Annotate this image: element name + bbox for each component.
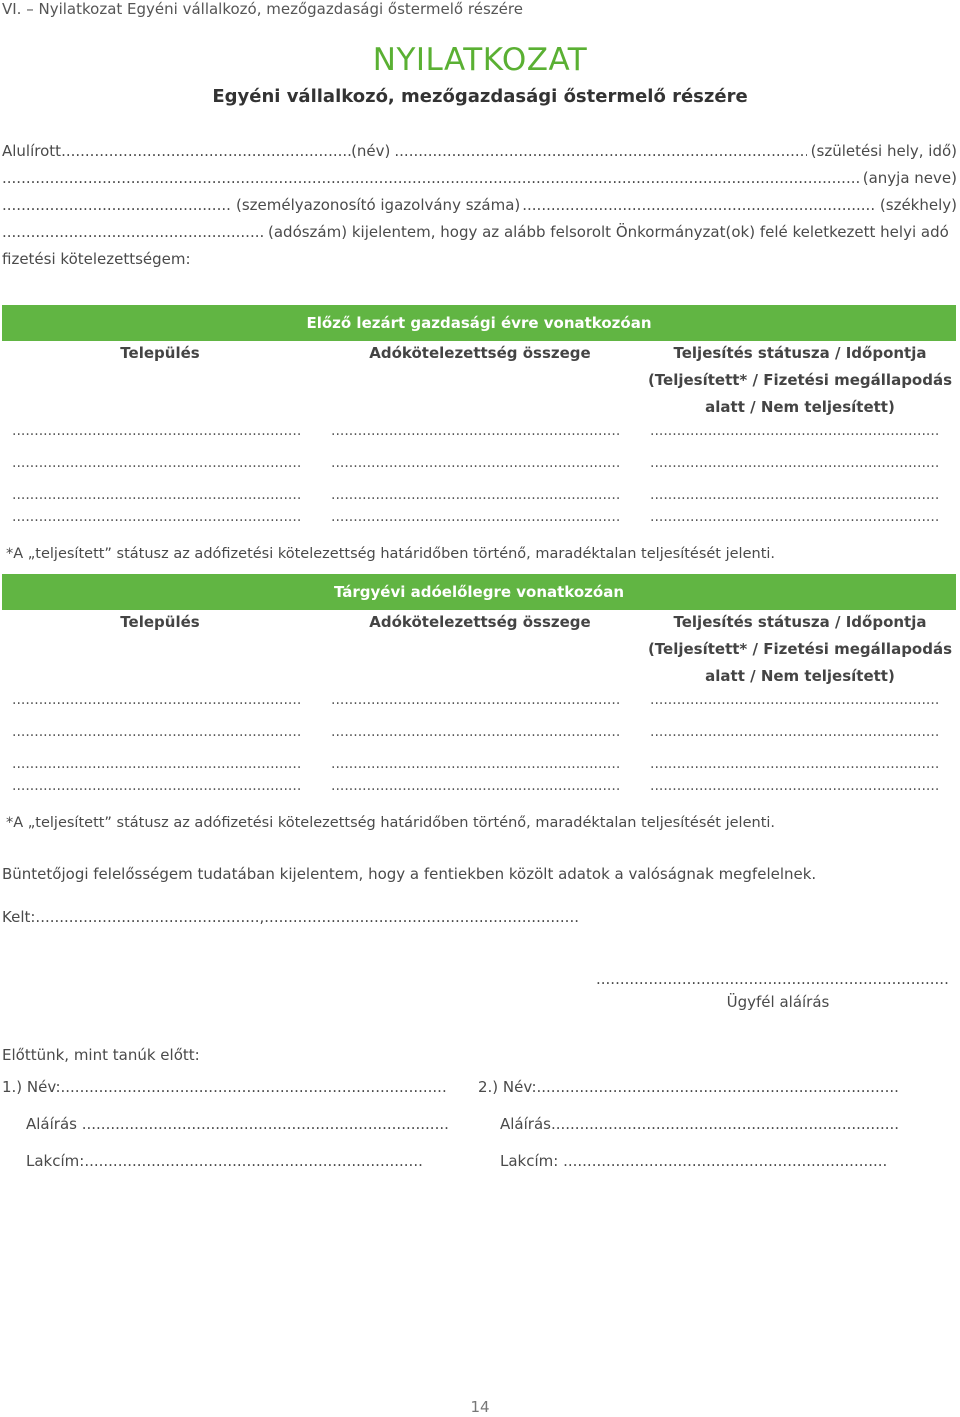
section1-footnote: *A „teljesített” státusz az adófizetési kötelezettség határidőben történő, maradéktalan teljesítését jelenti. xyxy=(6,546,776,562)
intro-text-adoszam: (adószám) kijelentem, hogy az alább felsorolt Önkormányzat(ok) felé keletkezett helyi adó xyxy=(268,223,949,241)
col-header-osszeg: Adókötelezettség összege xyxy=(369,613,591,631)
witness1-sign-line xyxy=(26,1115,449,1133)
table-cell-blank[interactable]: ................................................................. xyxy=(650,455,940,471)
kelt-label: Kelt: xyxy=(2,908,36,926)
witness1-sign-label: Aláírás xyxy=(26,1115,77,1133)
signature-blank[interactable]: .......................................................................... xyxy=(596,970,949,988)
witness2-address-label: Lakcím: xyxy=(500,1152,559,1170)
table-cell-blank[interactable]: ................................................................. xyxy=(12,778,302,794)
col-header-statusz xyxy=(640,609,960,690)
witness1-sign-blank[interactable]: ............................................................................. xyxy=(76,1115,449,1133)
witnesses-intro: Előttünk, mint tanúk előtt: xyxy=(2,1046,200,1064)
col-header-statusz-line1: Teljesítés státusza / Időpontja xyxy=(673,613,927,631)
table-cell-blank[interactable]: ................................................................. xyxy=(12,455,302,471)
table-cell-blank[interactable]: ................................................................. xyxy=(12,692,302,708)
table-cell-blank[interactable]: ................................................................. xyxy=(650,756,940,772)
table-cell-blank[interactable]: ................................................................. xyxy=(650,423,940,439)
intro-paragraph xyxy=(2,138,957,273)
witness2-name-label: 2.) Név: xyxy=(478,1078,537,1096)
table-cell-blank[interactable]: ................................................................. xyxy=(650,692,940,708)
table-cell-blank[interactable]: ................................................................. xyxy=(331,724,621,740)
page-number: 14 xyxy=(470,1398,490,1416)
col-header-statusz-line2: (Teljesített* / Fizetési megállapodás xyxy=(647,371,953,389)
tax-number-blank[interactable] xyxy=(2,219,264,246)
witness1-address-line xyxy=(26,1152,423,1170)
table-cell-blank[interactable]: ................................................................. xyxy=(650,509,940,525)
table-cell-blank[interactable]: ................................................................. xyxy=(650,778,940,794)
col-header-telepules: Település xyxy=(120,613,200,631)
table-cell-blank[interactable]: ................................................................. xyxy=(12,487,302,503)
date-blank[interactable]: ...............................................,.................................................................. xyxy=(35,908,579,926)
page-title: NYILATKOZAT xyxy=(372,42,588,78)
birth-blank[interactable] xyxy=(394,138,806,165)
page-subtitle: Egyéni vállalkozó, mezőgazdasági őstermelő részére xyxy=(212,86,748,107)
intro-text-szemelyazonosito: (személyazonosító igazolvány száma) xyxy=(236,196,521,214)
table-cell-blank[interactable]: ................................................................. xyxy=(12,756,302,772)
intro-text-fizetesi: fizetési kötelezettségem: xyxy=(2,250,191,268)
witness1-name-blank[interactable]: ................................................................................. xyxy=(60,1078,447,1096)
declaration-text: Büntetőjogi felelősségem tudatában kijelentem, hogy a fentiekben közölt adatok a valóságnak megfelelnek. xyxy=(2,865,817,883)
table-cell-blank[interactable]: ................................................................. xyxy=(12,724,302,740)
signature-caption: Ügyfél aláírás xyxy=(726,993,830,1011)
witness2-sign-line xyxy=(500,1115,899,1133)
table-cell-blank[interactable]: ................................................................. xyxy=(331,423,621,439)
col-header-telepules: Település xyxy=(120,344,200,362)
col-header-statusz-line1: Teljesítés státusza / Időpontja xyxy=(673,344,927,362)
witness1-address-label: Lakcím: xyxy=(26,1152,85,1170)
seat-blank[interactable] xyxy=(522,192,876,219)
section2-footnote: *A „teljesített” státusz az adófizetési kötelezettség határidőben történő, maradéktalan teljesítését jelenti. xyxy=(6,815,776,831)
col-header-statusz xyxy=(640,340,960,421)
intro-text-szuletesi: (születési hely, idő) xyxy=(810,142,957,160)
table-cell-blank[interactable]: ................................................................. xyxy=(331,455,621,471)
table-cell-blank[interactable]: ................................................................. xyxy=(650,724,940,740)
table-cell-blank[interactable]: ................................................................. xyxy=(650,487,940,503)
table-cell-blank[interactable]: ................................................................. xyxy=(331,487,621,503)
section-band-current-year: Tárgyévi adóelőlegre vonatkozóan xyxy=(2,574,956,610)
witness2-name-blank[interactable]: ............................................................................ xyxy=(536,1078,899,1096)
table-cell-blank[interactable]: ................................................................. xyxy=(331,692,621,708)
intro-text-nev: (név) xyxy=(351,142,391,160)
witness1-address-blank[interactable]: ....................................................................... xyxy=(84,1152,423,1170)
col-header-osszeg: Adókötelezettség összege xyxy=(369,344,591,362)
witness2-sign-label: Aláírás xyxy=(500,1115,551,1133)
witness2-address-blank[interactable]: .................................................................... xyxy=(558,1152,888,1170)
intro-text-anyja: (anyja neve) xyxy=(862,169,957,187)
table-cell-blank[interactable]: ................................................................. xyxy=(331,778,621,794)
witness2-address-line xyxy=(500,1152,887,1170)
witness2-name-line xyxy=(478,1078,899,1096)
intro-text-szekhely: (székhely) xyxy=(879,196,957,214)
witness1-name-line xyxy=(2,1078,447,1096)
name-blank[interactable] xyxy=(61,138,351,165)
col-header-statusz-line3: alatt / Nem teljesített) xyxy=(705,667,895,685)
table-cell-blank[interactable]: ................................................................. xyxy=(331,509,621,525)
table-cell-blank[interactable]: ................................................................. xyxy=(12,509,302,525)
witness1-name-label: 1.) Név: xyxy=(2,1078,61,1096)
table-cell-blank[interactable]: ................................................................. xyxy=(12,423,302,439)
table-cell-blank[interactable]: ................................................................. xyxy=(331,756,621,772)
col-header-statusz-line3: alatt / Nem teljesített) xyxy=(705,398,895,416)
mother-name-blank[interactable] xyxy=(2,165,859,192)
intro-text-alulirott: Alulírott xyxy=(2,142,62,160)
witness2-sign-blank[interactable]: ......................................................................... xyxy=(550,1115,900,1133)
col-header-statusz-line2: (Teljesített* / Fizetési megállapodás xyxy=(647,640,953,658)
id-number-blank[interactable] xyxy=(2,192,232,219)
date-line xyxy=(2,908,579,926)
section-band-previous-year: Előző lezárt gazdasági évre vonatkozóan xyxy=(2,305,956,341)
running-header: VI. – Nyilatkozat Egyéni vállalkozó, mezőgazdasági őstermelő részére xyxy=(2,0,523,18)
